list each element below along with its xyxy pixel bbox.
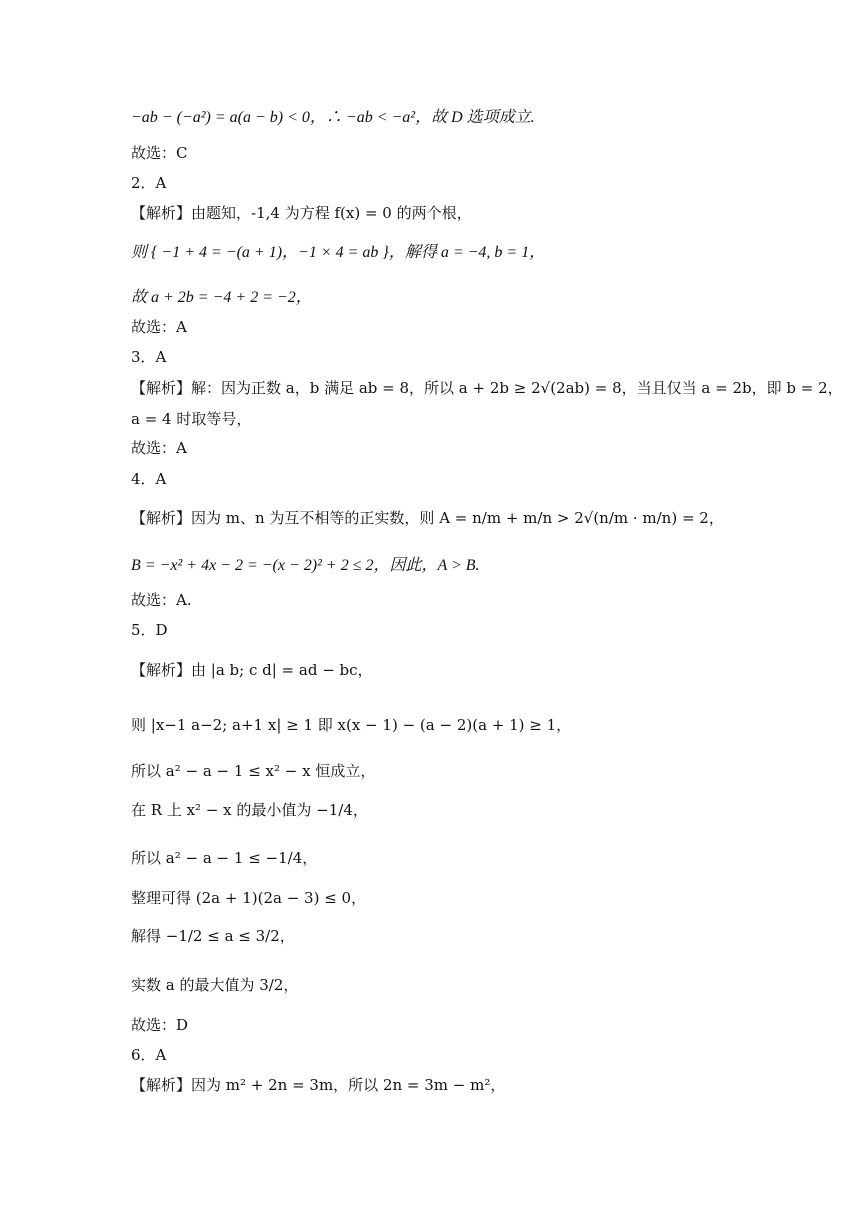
text-line-22: 整理可得 (2a + 1)(2a − 3) ≤ 0， xyxy=(131,889,367,907)
text-line-13: 【解析】因为 m、n 为互不相等的正实数，则 A = n/m + m/n > 2√(n/m · m/n) = 2， xyxy=(131,509,724,527)
text-line-21: 所以 a² − a − 1 ≤ −1/4， xyxy=(131,849,318,867)
text-line-12: 4．A xyxy=(131,470,167,488)
text-line-1: −ab − (−a²) = a(a − b) < 0，∴ −ab < −a²，故 D 选项成立. xyxy=(131,109,535,126)
text-line-17: 【解析】由 |a b; c d| = ad − bc， xyxy=(131,661,373,679)
text-line-11: 故选：A xyxy=(131,439,187,457)
text-line-7: 故选：A xyxy=(131,318,187,336)
text-line-4: 【解析】由题知，-1,4 为方程 f(x) = 0 的两个根， xyxy=(131,204,472,222)
text-line-8: 3．A xyxy=(131,348,167,366)
text-line-27: 【解析】因为 m² + 2n = 3m，所以 2n = 3m − m²， xyxy=(131,1076,506,1094)
text-line-24: 实数 a 的最大值为 3/2， xyxy=(131,976,299,994)
text-line-19: 所以 a² − a − 1 ≤ x² − x 恒成立， xyxy=(131,762,376,780)
text-line-23: 解得 −1/2 ≤ a ≤ 3/2， xyxy=(131,927,295,945)
text-line-26: 6．A xyxy=(131,1046,167,1064)
text-line-3: 2．A xyxy=(131,174,167,192)
text-line-18: 则 |x−1 a−2; a+1 x| ≥ 1 即 x(x − 1) − (a − 2)(a + 1) ≥ 1， xyxy=(131,716,572,734)
text-line-9: 【解析】解：因为正数 a，b 满足 ab = 8，所以 a + 2b ≥ 2√(2ab) = 8，当且仅当 a = 2b，即 b = 2， xyxy=(131,379,843,397)
text-line-20: 在 R 上 x² − x 的最小值为 −1/4， xyxy=(131,801,368,819)
text-line-25: 故选：D xyxy=(131,1016,189,1034)
text-line-15: 故选：A. xyxy=(131,591,192,609)
text-line-2: 故选：C xyxy=(131,144,188,162)
text-line-10: a = 4 时取等号， xyxy=(131,410,252,428)
text-line-6: 故 a + 2b = −4 + 2 = −2， xyxy=(131,289,312,306)
text-line-16: 5．D xyxy=(131,621,168,639)
text-line-14: B = −x² + 4x − 2 = −(x − 2)² + 2 ≤ 2，因此，A > B. xyxy=(131,557,480,574)
text-line-5: 则 { −1 + 4 = −(a + 1)，−1 × 4 = ab }，解得 a = −4, b = 1， xyxy=(131,244,546,261)
